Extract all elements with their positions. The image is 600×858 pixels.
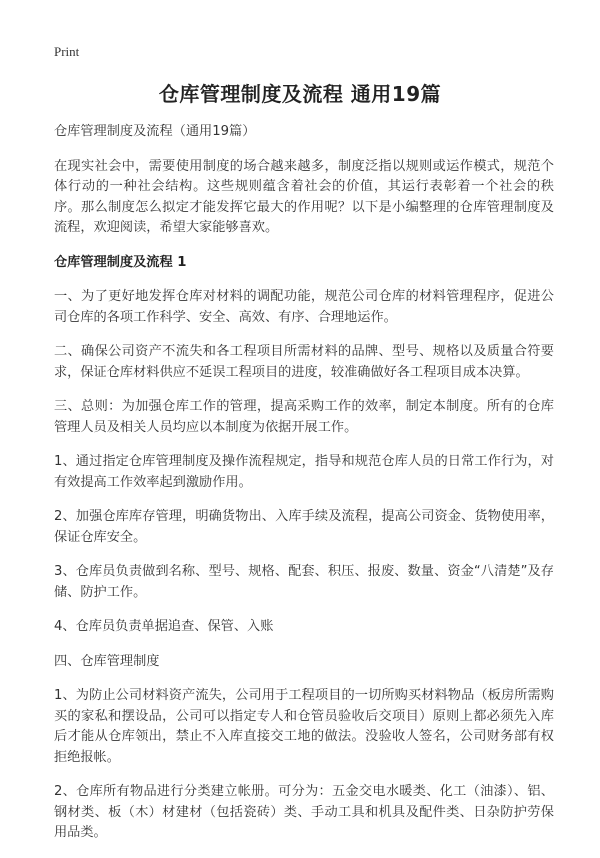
paragraph: 三、总则：为加强仓库工作的管理，提高采购工作的效率，制定本制度。所有的仓库管理人员及相关人员均应以本制度为依据开展工作。 xyxy=(54,399,554,435)
paragraph: 3、仓库员负责做到名称、型号、规格、配套、积压、报废、数量、资金“八清楚”及存储、防护工作。 xyxy=(54,564,554,600)
article-body xyxy=(54,122,554,858)
paragraph: 二、确保公司资产不流失和各工程项目所需材料的品牌、型号、规格以及质量合符要求，保证仓库材料供应不延误工程项目的进度，较准确做好各工程项目成本决算。 xyxy=(54,344,554,380)
article-subtitle: 仓库管理制度及流程（通用19篇） xyxy=(54,124,256,139)
paragraph: 一、为了更好地发挥仓库对材料的调配功能，规范公司仓库的材料管理程序，促进公司仓库的各项工作科学、安全、高效、有序、合理地运作。 xyxy=(54,289,554,325)
section-heading: 仓库管理制度及流程 1 xyxy=(54,254,187,270)
paragraph: 4、仓库员负责单据追查、保管、入账 xyxy=(54,619,274,634)
print-label[interactable]: Print xyxy=(54,44,80,59)
subsection-heading: 四、仓库管理制度 xyxy=(54,653,160,669)
paragraph: 2、仓库所有物品进行分类建立帐册。可分为：五金交电水暖类、化工（油漆）、铝、钢材类、板（木）材建材（包括瓷砖）类、手动工具和机具及配件类、日杂防护劳保用品类。 xyxy=(54,784,554,840)
page-title: 仓库管理制度及流程 通用19篇 xyxy=(158,82,442,106)
intro-paragraph: 在现实社会中，需要使用制度的场合越来越多，制度泛指以规则或运作模式，规范个体行动的一种社会结构。这些规则蕴含着社会的价值，其运行表彰着一个社会的秩序。那么制度怎么拟定才能发挥它最大的作用呢？以下是小编整理的仓库管理制度及流程，欢迎阅读，希望大家能够喜欢。 xyxy=(54,158,554,235)
paragraph: 2、加强仓库库存管理，明确货物出、入库手续及流程，提高公司资金、货物使用率，保证仓库安全。 xyxy=(54,509,554,545)
paragraph: 1、通过指定仓库管理制度及操作流程规定，指导和规范仓库人员的日常工作行为，对有效提高工作效率起到激励作用。 xyxy=(54,454,554,490)
paragraph: 1、为防止公司材料资产流失，公司用于工程项目的一切所购买材料物品（板房所需购买的家私和摆设品，公司可以指定专人和仓管员验收后交项目）原则上都必须先入库后才能从仓库领出，禁止不入库直接交工地的做法。没验收人签名，公司财务部有权拒绝报帐。 xyxy=(54,688,554,765)
